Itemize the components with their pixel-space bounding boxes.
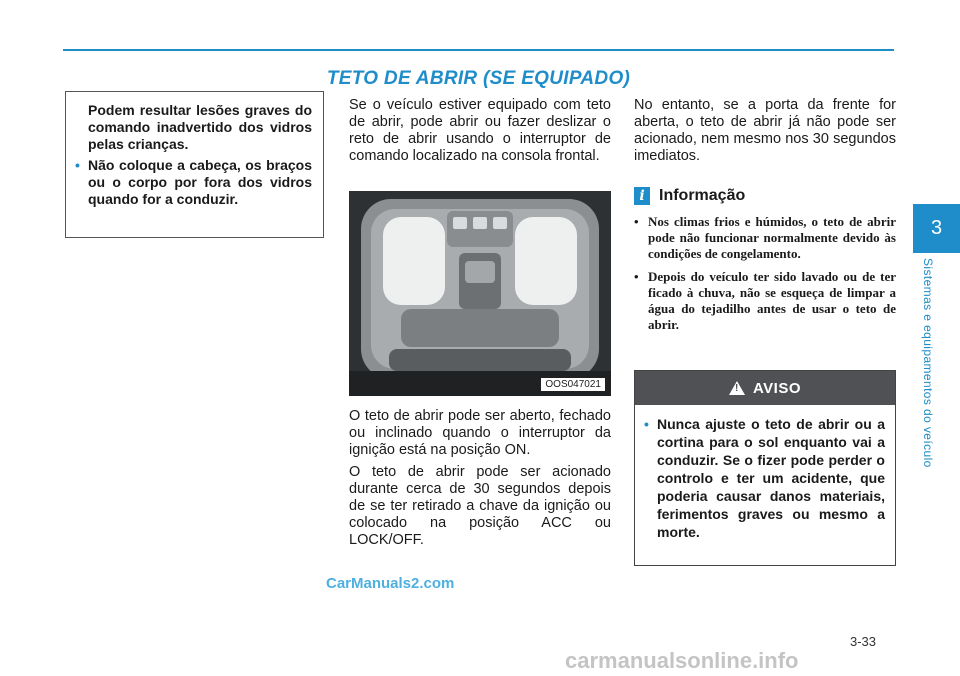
bullet-dot-icon: • bbox=[644, 416, 649, 432]
chapter-side-title: Sistemas e equipamentos do veículo bbox=[921, 258, 935, 468]
chapter-tab: 3 bbox=[913, 204, 960, 253]
info-header bbox=[634, 185, 745, 207]
warning-triangle-icon: ! bbox=[729, 381, 745, 395]
image-code: OOS047021 bbox=[541, 378, 605, 391]
page-number: 3-33 bbox=[850, 634, 877, 649]
bullet-dot-icon: • bbox=[75, 157, 80, 173]
overhead-console-photo bbox=[349, 191, 611, 396]
aviso-box bbox=[634, 370, 896, 566]
middle-column-intro bbox=[349, 97, 611, 171]
warning-text: Podem resultar lesões graves do comando inadvertido dos vidros pelas crianças. bbox=[88, 102, 312, 152]
paragraph-30-seconds: O teto de abrir pode ser acionado durante cerca de 30 segundos depois de se ter retirado a chave da ignição ou colocado na posição ACC ou LOCK/OFF. bbox=[349, 464, 611, 548]
warning-bullet: • Não coloque a cabeça, os braços ou o corpo por fora dos vidros quando for a conduzir. bbox=[75, 157, 312, 207]
aviso-body bbox=[635, 405, 895, 541]
overhead-console-illustration bbox=[349, 191, 611, 396]
paragraph-ignition: O teto de abrir pode ser aberto, fechado ou inclinado quando o interruptor da ignição está na posição ON. bbox=[349, 408, 611, 458]
info-item: • Depois do veículo ter sido lavado ou de ter ficado à chuva, não se esqueça de limpar a água do tejadilho antes de usar o teto de abrir. bbox=[634, 269, 896, 332]
warning-box-left bbox=[65, 91, 324, 238]
intro-paragraph: Se o veículo estiver equipado com teto de abrir, pode abrir ou fazer deslizar o reto de abrir usando o interruptor de comando localizado na consola frontal. bbox=[349, 97, 611, 164]
middle-column-body bbox=[349, 408, 611, 554]
info-list bbox=[634, 214, 896, 340]
info-title: Informação bbox=[659, 187, 746, 204]
watermark-large: carmanualsonline.info bbox=[565, 648, 799, 673]
right-column-intro: No entanto, se a porta da frente for aberta, o teto de abrir já não pode ser acionado, nem mesmo nos 30 segundos imediatos. bbox=[634, 97, 896, 164]
info-item: • Nos climas frios e húmidos, o teto de abrir pode não funcionar normalmente devido às condições de congelamento. bbox=[634, 214, 896, 261]
header-rule bbox=[63, 49, 894, 51]
section-title: TETO DE ABRIR (SE EQUIPADO) bbox=[326, 68, 631, 89]
aviso-text: Nunca ajuste o teto de abrir ou a cortina para o sol enquanto vai a conduzir. Se o fizer pode perder o controlo e ter um acidente, que poderia causar danos materiais, ferimentos graves ou mesmo a morte. bbox=[657, 416, 885, 540]
aviso-header bbox=[635, 371, 895, 405]
info-icon: i bbox=[634, 187, 650, 205]
aviso-label: AVISO bbox=[752, 379, 802, 397]
watermark-small: CarManuals2.com bbox=[326, 575, 455, 592]
